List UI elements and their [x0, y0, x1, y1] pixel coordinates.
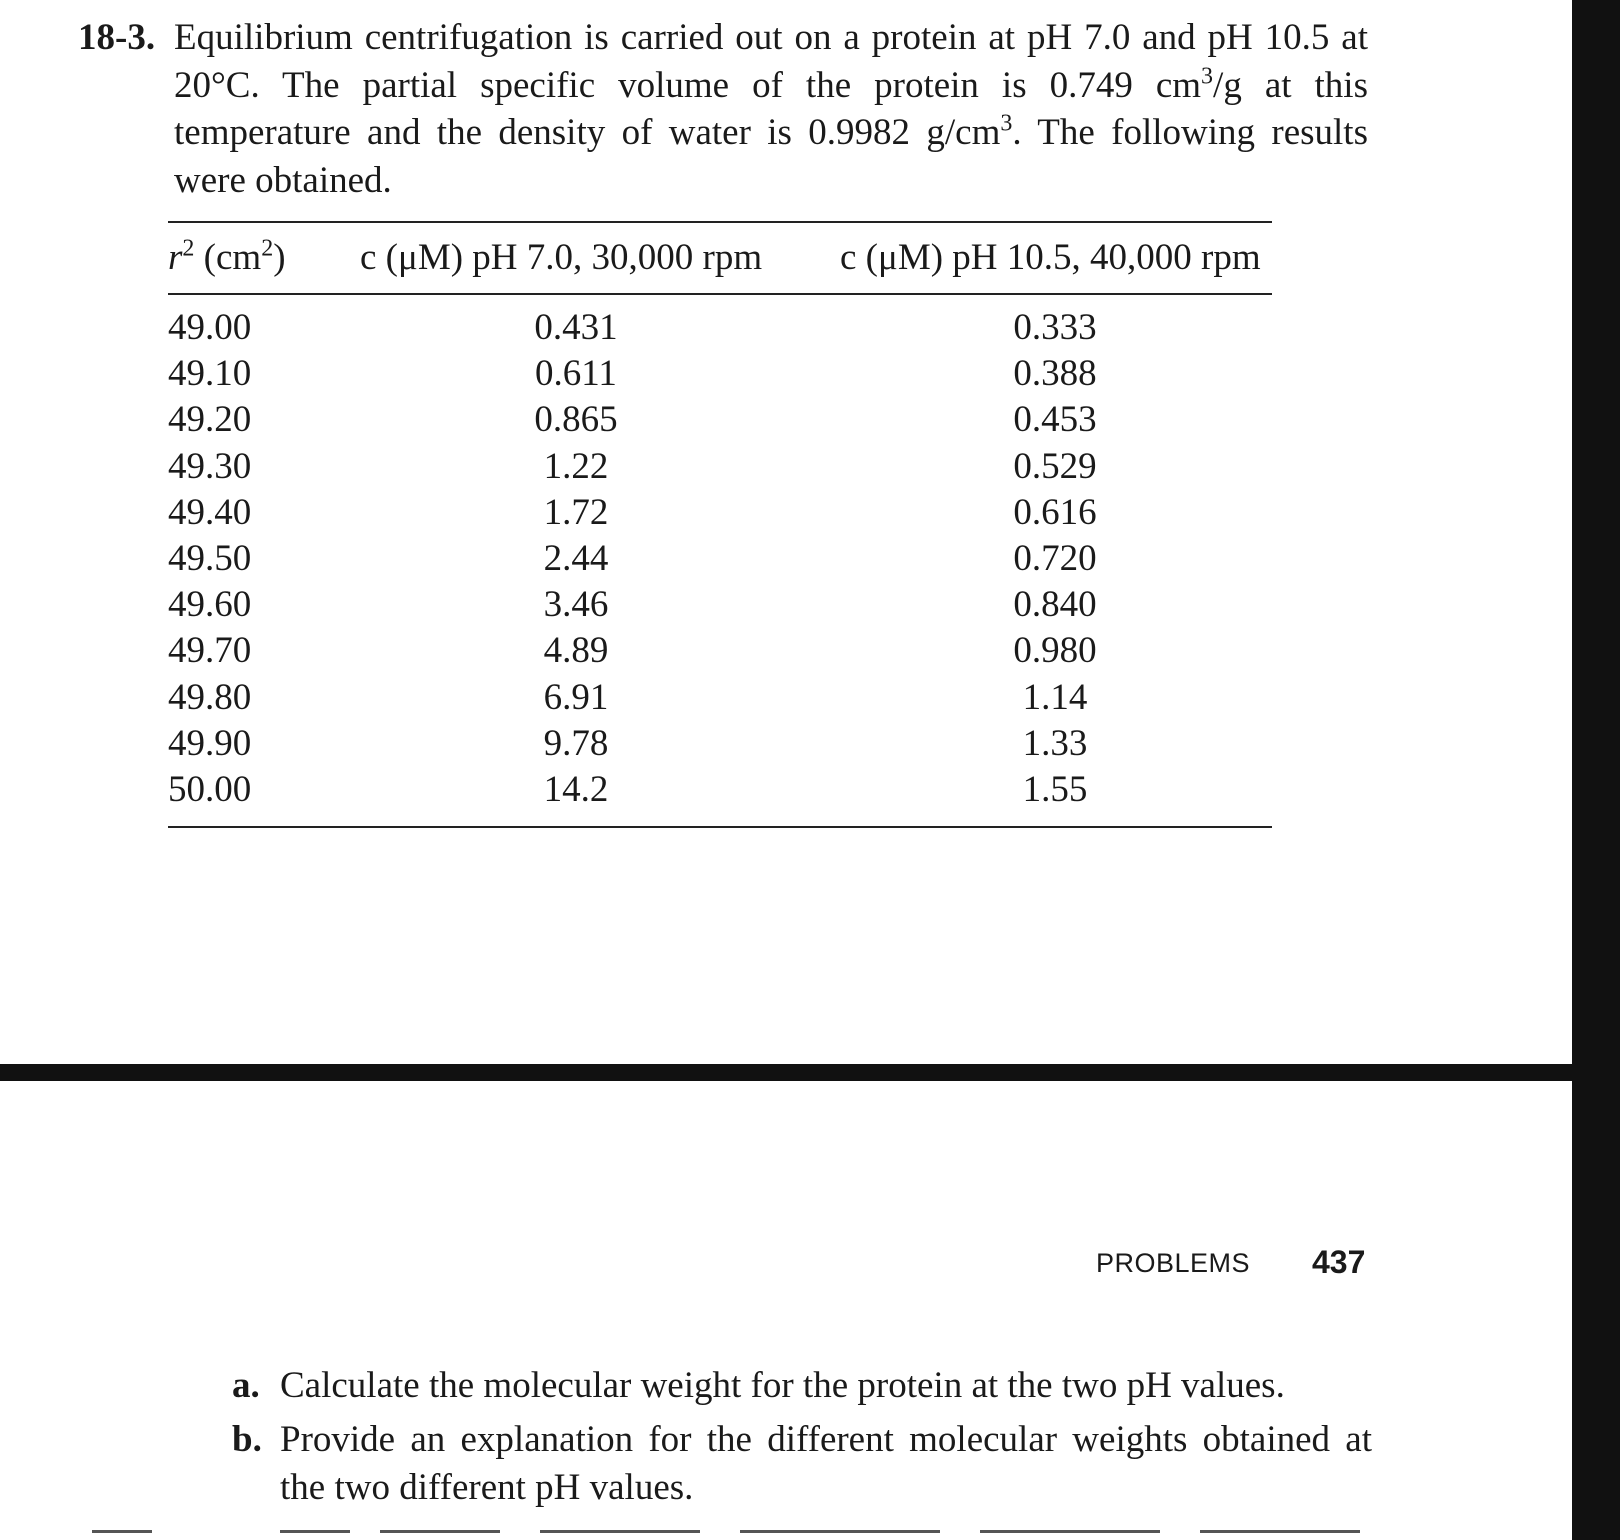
cell-conc-ph10: 1.33 — [1022, 722, 1088, 764]
cell-conc-ph10: 0.388 — [1013, 353, 1097, 395]
cell-conc-ph7: 1.22 — [543, 445, 609, 487]
problem-statement — [78, 14, 1368, 204]
table-top-rule — [168, 221, 1272, 223]
cell-conc-ph10: 0.720 — [1013, 538, 1097, 579]
cell-r-squared: 49.80 — [168, 676, 252, 718]
cell-conc-ph10: 0.840 — [1013, 584, 1097, 626]
cell-conc-ph10: 0.980 — [1013, 630, 1097, 672]
header-ph7: c (μM) pH 7.0, 30,000 rpm — [360, 237, 763, 278]
cell-r-squared: 49.60 — [168, 584, 252, 626]
cell-conc-ph7: 2.44 — [543, 538, 609, 579]
cell-conc-ph7: 6.91 — [543, 676, 609, 718]
cell-r-squared: 49.20 — [168, 399, 252, 441]
cell-conc-ph7: 1.72 — [543, 491, 609, 533]
question-text: Provide an explanation for the different molecular weights obtained at the two different pH values. — [280, 1419, 1372, 1508]
next-problem-cutoff — [0, 1530, 1572, 1540]
cell-conc-ph10: 0.616 — [1013, 491, 1097, 533]
cell-conc-ph10: 0.453 — [1013, 399, 1097, 441]
page-number: 437 — [1312, 1244, 1366, 1280]
cell-r-squared: 49.40 — [168, 491, 252, 533]
header-ph10: c (μM) pH 10.5, 40,000 rpm — [840, 237, 1261, 278]
cell-r-squared: 49.30 — [168, 445, 252, 487]
question-text: Calculate the molecular weight for the protein at the two pH values. — [280, 1365, 1285, 1406]
cell-conc-ph10: 1.55 — [1022, 769, 1088, 810]
cell-conc-ph7: 4.89 — [543, 630, 609, 672]
cell-conc-ph7: 14.2 — [543, 769, 609, 810]
cell-conc-ph10: 0.529 — [1013, 445, 1097, 487]
cell-conc-ph10: 1.14 — [1022, 676, 1088, 718]
cell-conc-ph7: 3.46 — [543, 584, 609, 626]
cell-conc-ph10: 0.333 — [1013, 307, 1097, 348]
problem-number: 18-3. — [78, 17, 156, 58]
cell-r-squared: 49.10 — [168, 353, 252, 395]
right-edge-bar — [1572, 0, 1620, 1540]
cell-r-squared: 49.70 — [168, 630, 252, 672]
question-label: a. — [232, 1365, 260, 1406]
cell-conc-ph7: 0.611 — [535, 353, 617, 395]
running-head: PROBLEMS — [1096, 1248, 1251, 1278]
question-a — [232, 1362, 1372, 1410]
cell-conc-ph7: 9.78 — [543, 722, 609, 764]
cell-conc-ph7: 0.865 — [534, 399, 618, 441]
table-bottom-rule — [168, 826, 1272, 828]
cell-conc-ph7: 0.431 — [534, 307, 618, 348]
page-divider-bar — [0, 1064, 1572, 1081]
cell-r-squared: 49.90 — [168, 722, 252, 764]
cell-r-squared: 50.00 — [168, 769, 252, 810]
table-header-rule — [168, 293, 1272, 295]
cell-r-squared: 49.50 — [168, 538, 252, 579]
question-b — [232, 1416, 1372, 1512]
problem-text: Equilibrium centrifugation is carried out on a protein at pH 7.0 and pH 10.5 at 20°C. The partial specific volume of the protein is 0.749 $cm^3/g$ at this temperature and the density of water is 0.9982 $g/cm^3$. The following results were obtained. — [174, 17, 1368, 201]
header-r-squared: $r^2$ $(cm^2)$ — [168, 235, 286, 278]
question-label: b. — [232, 1419, 262, 1460]
cell-r-squared: 49.00 — [168, 307, 252, 348]
